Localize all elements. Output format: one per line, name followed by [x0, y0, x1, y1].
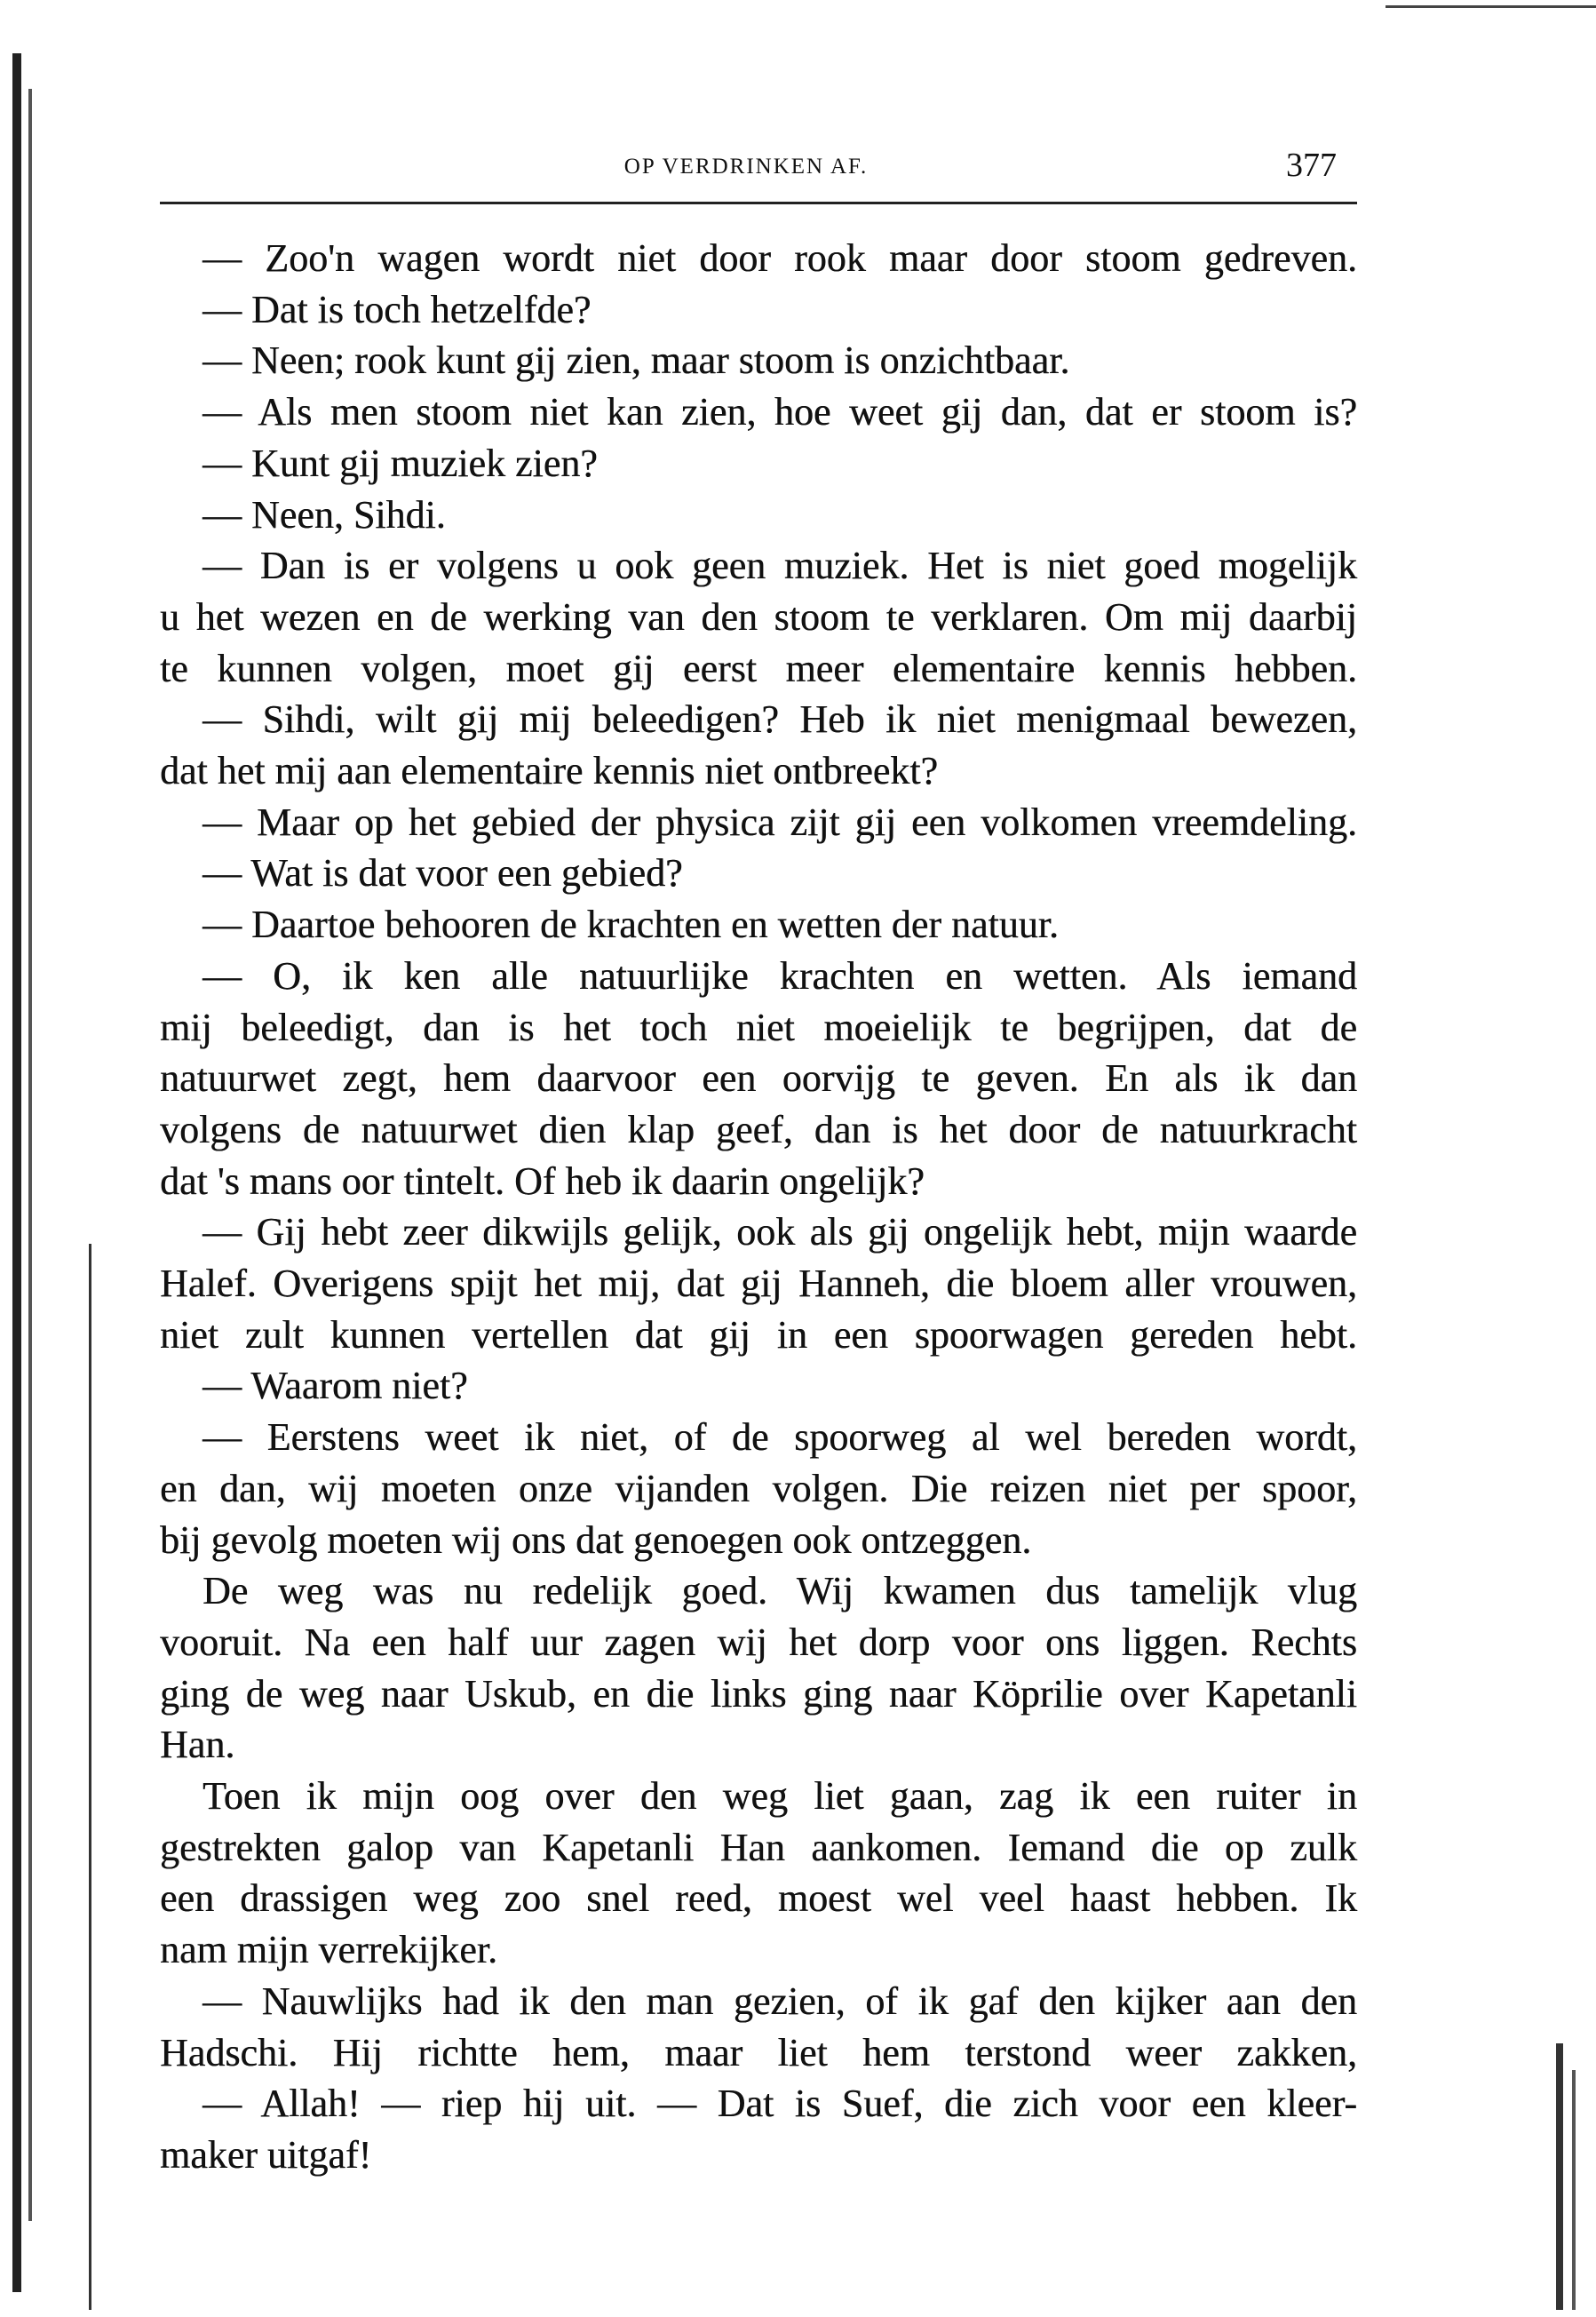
- scan-edge-top: [1386, 5, 1596, 8]
- running-header: OP VERDRINKEN AF.: [623, 155, 869, 179]
- text-line: — Gij hebt zeer dikwijls gelijk, ook als gij ongelijk hebt, mijn waarde: [202, 1210, 1357, 1254]
- text-line: De weg was nu redelijk goed. Wij kwamen dus tamelijk vlug: [202, 1569, 1357, 1613]
- text-line: te kunnen volgen, moet gij eerst meer elementaire kennis hebben.: [160, 646, 1357, 690]
- text-line: Toen ik mijn oog over den weg liet gaan, zag ik een ruiter in: [202, 1774, 1357, 1818]
- text-line: volgens de natuurwet dien klap geef, dan is het door de natuurkracht: [160, 1107, 1357, 1151]
- text-line: — Nauwlijks had ik den man gezien, of ik gaf den kijker aan den: [202, 1979, 1357, 2023]
- scan-edge-right-inner: [1572, 2070, 1576, 2310]
- text-line: maker uitgaf!: [160, 2132, 372, 2177]
- scan-edge-left: [12, 53, 21, 2292]
- scan-edge-right: [1556, 2043, 1563, 2310]
- text-line: Halef. Overigens spijt het mij, dat gij Hanneh, die bloem aller vrouwen,: [160, 1262, 1357, 1305]
- text-line: — Eerstens weet ik niet, of de spoorweg al wel bereden wordt,: [202, 1415, 1357, 1460]
- text-line: — Als men stoom niet kan zien, hoe weet gij dan, dat er stoom is?: [202, 390, 1357, 434]
- text-line: — Maar op het gebied der physica zijt gij een volkomen vreemdeling.: [202, 800, 1357, 844]
- scan-edge-left-inner: [28, 89, 32, 2221]
- text-line: een drassigen weg zoo snel reed, moest wel veel haast hebben. Ik: [160, 1876, 1357, 1921]
- text-line: u het wezen en de werking van den stoom te verklaren. Om mij daarbij: [160, 594, 1357, 639]
- text-line: bij gevolg moeten wij ons dat genoegen ook ontzeggen.: [160, 1517, 1032, 1562]
- text-line: gestrekten galop van Kapetanli Han aankomen. Iemand die op zulk: [160, 1825, 1357, 1869]
- text-line: — Allah! — riep hij uit. — Dat is Suef, die zich voor een kleer-: [202, 2082, 1357, 2126]
- page-number: 377: [1286, 147, 1337, 184]
- text-line: Han.: [160, 1723, 235, 1767]
- text-line: — Daartoe behooren de krachten en wetten der natuur.: [202, 903, 1059, 947]
- text-line: — Sihdi, wilt gij mij beleedigen? Heb ik niet menigmaal bewezen,: [202, 697, 1357, 742]
- text-line: en dan, wij moeten onze vijanden volgen. Die reizen niet per spoor,: [160, 1466, 1357, 1510]
- text-line: — Dat is toch hetzelfde?: [202, 287, 592, 331]
- text-line: dat 's mans oor tintelt. Of heb ik daarin ongelijk?: [160, 1158, 925, 1203]
- header-rule: [160, 202, 1357, 204]
- text-line: — Waarom niet?: [202, 1364, 468, 1408]
- text-line: natuurwet zegt, hem daarvoor een oorvijg te geven. En als ik dan: [160, 1056, 1357, 1101]
- text-line: — Neen, Sihdi.: [202, 492, 446, 537]
- text-line: ging de weg naar Uskub, en die links ging naar Köprilie over Kapetanli: [160, 1671, 1357, 1716]
- text-line: Hadschi. Hij richtte hem, maar liet hem terstond weer zakken,: [160, 2030, 1357, 2074]
- text-line: vooruit. Na een half uur zagen wij het dorp voor ons liggen. Rechts: [160, 1620, 1357, 1664]
- text-line: niet zult kunnen vertellen dat gij in een spoorwagen gereden hebt.: [160, 1312, 1357, 1357]
- text-line: dat het mij aan elementaire kennis niet ontbreekt?: [160, 749, 938, 792]
- text-line: — Kunt gij muziek zien?: [202, 441, 598, 485]
- text-line: — Wat is dat voor een gebied?: [202, 851, 683, 896]
- text-line: — Neen; rook kunt gij zien, maar stoom is onzichtbaar.: [202, 338, 1070, 383]
- text-line: — Zoo'n wagen wordt niet door rook maar door stoom gedreven.: [202, 236, 1357, 280]
- text-line: nam mijn verrekijker.: [160, 1928, 497, 1972]
- scan-edge-left-gutter: [89, 1244, 91, 2310]
- text-line: mij beleedigt, dan is het toch niet moeielijk te begrijpen, dat de: [160, 1005, 1357, 1049]
- text-line: — Dan is er volgens u ook geen muziek. Het is niet goed mogelijk: [202, 544, 1357, 588]
- text-line: — O, ik ken alle natuurlijke krachten en wetten. Als iemand: [202, 953, 1357, 998]
